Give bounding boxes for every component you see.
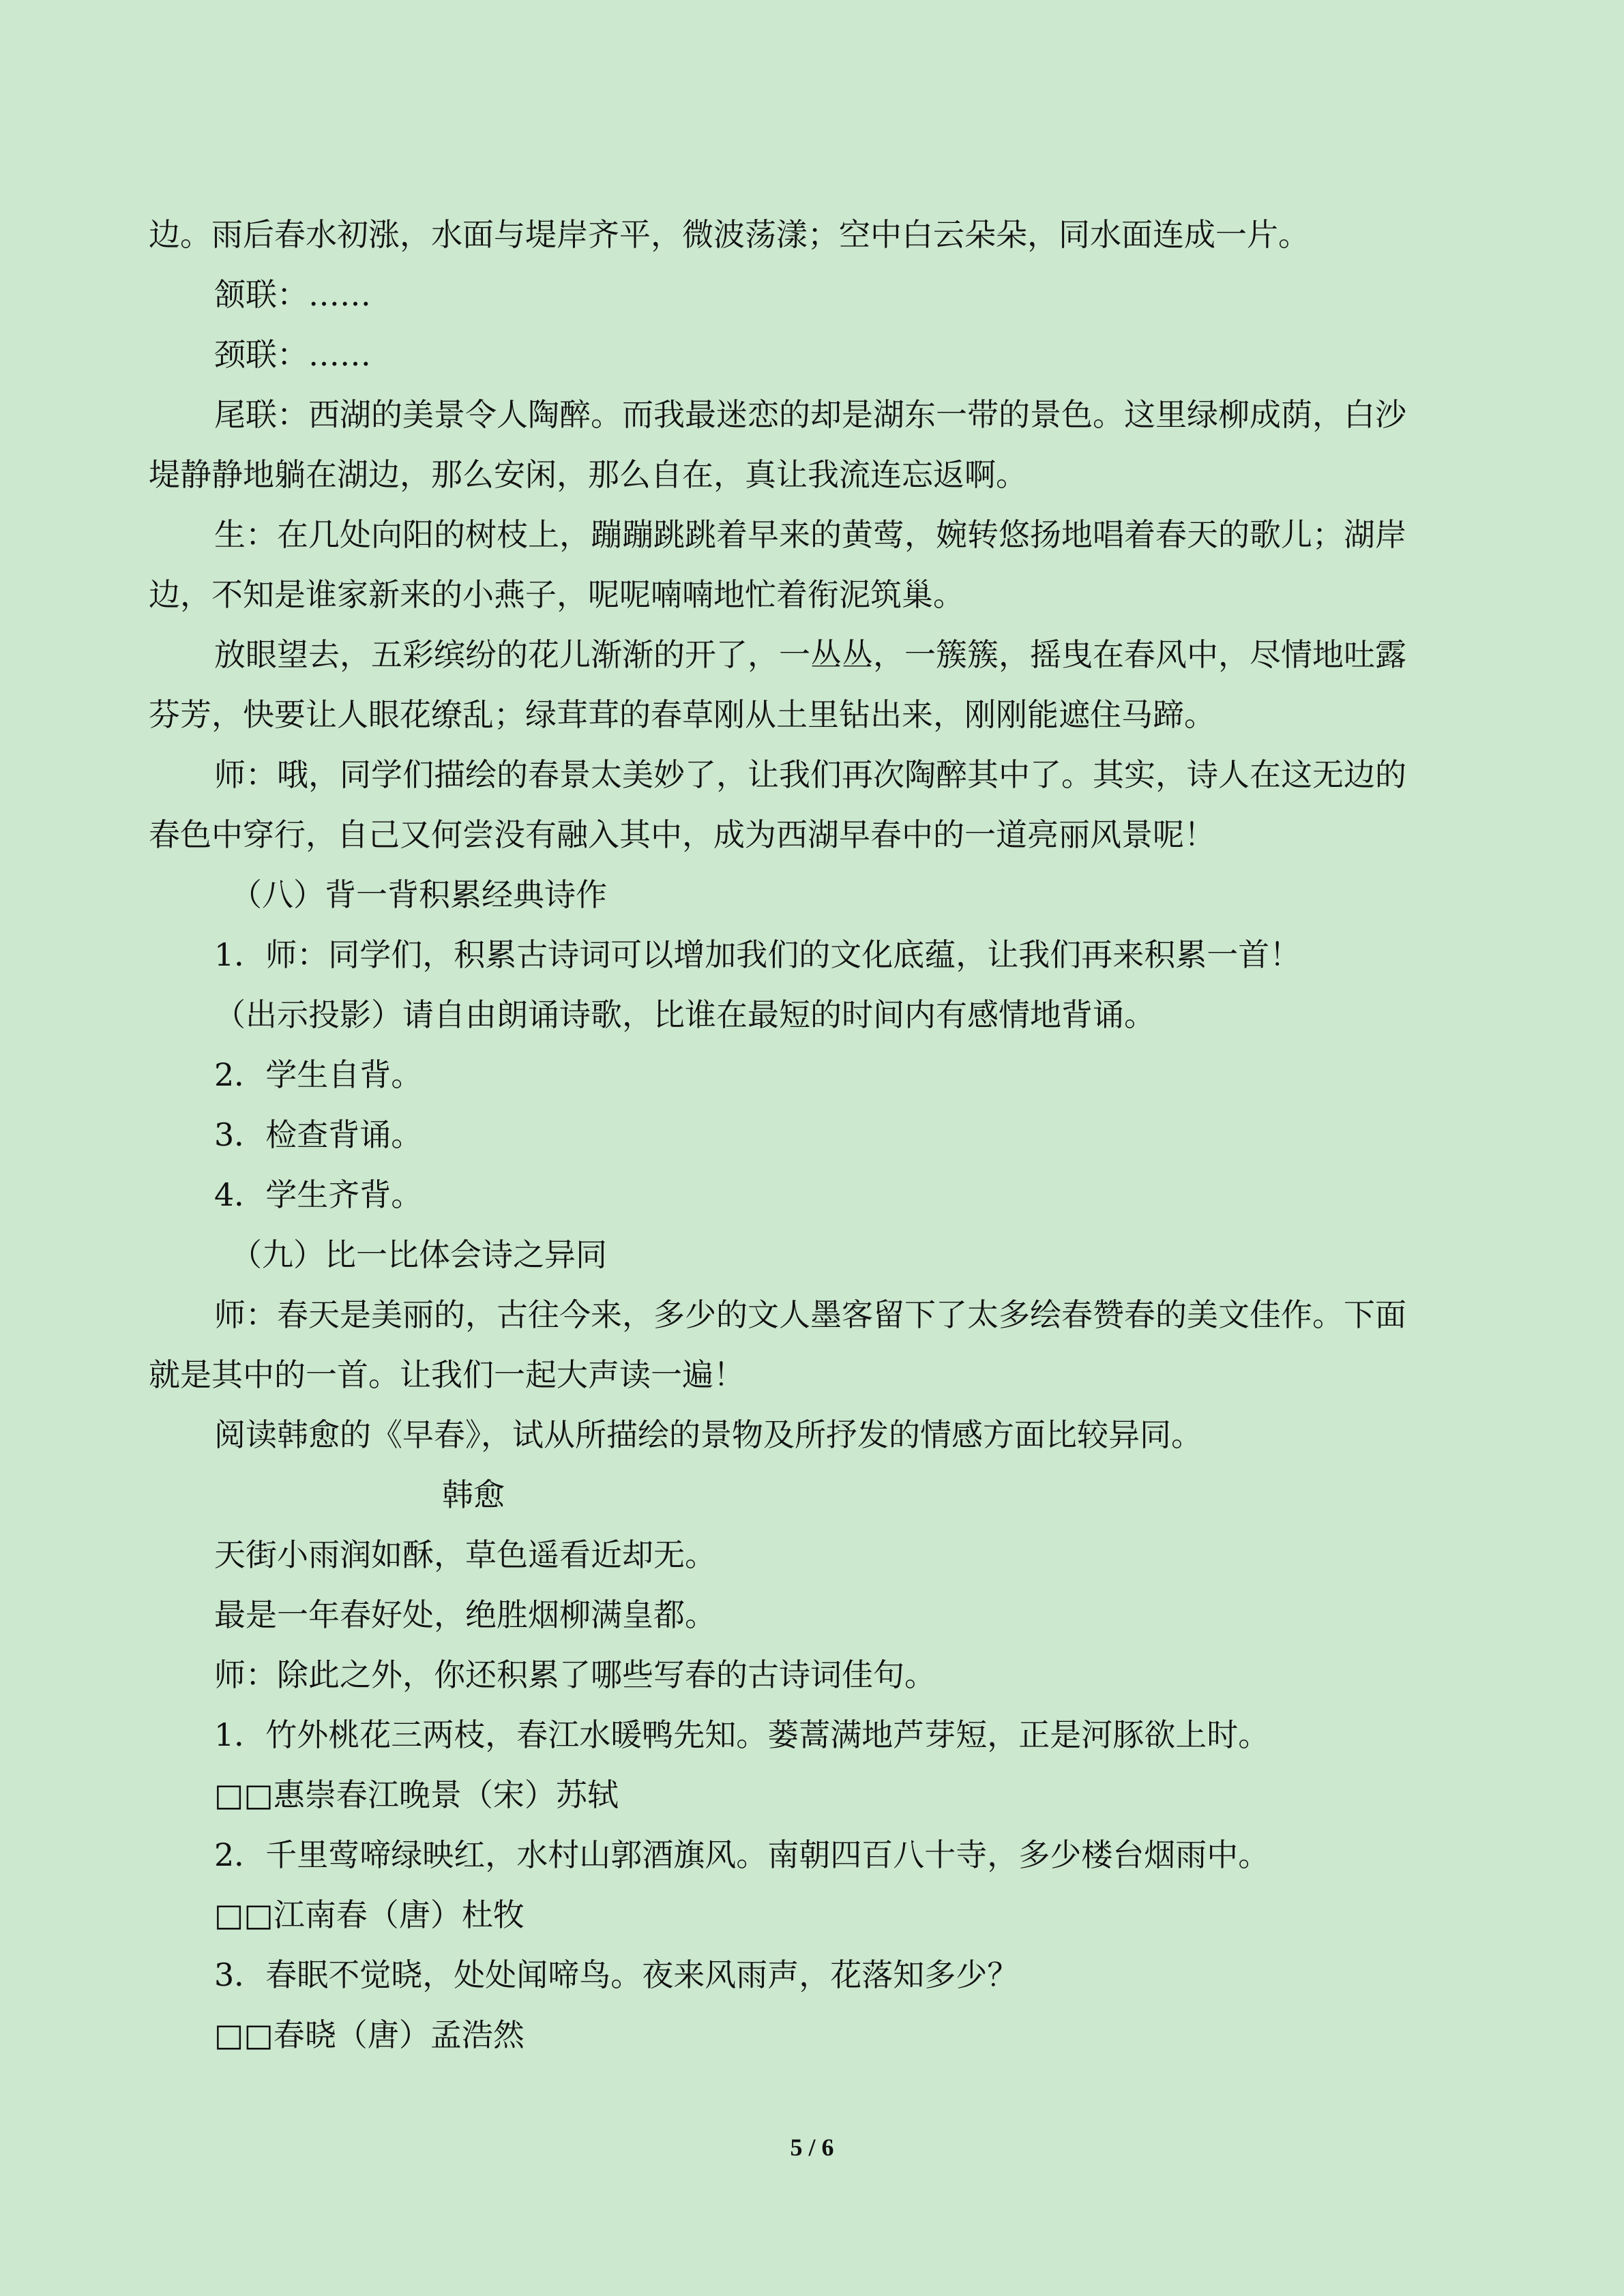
poem-source: □□惠崇春江晚景（宋）苏轼 — [214, 1776, 619, 1813]
section-heading: （八）背一背积累经典诗作 — [231, 876, 607, 913]
paragraph-line: 边。雨后春水初涨，水面与堤岸齐平，微波荡漾；空中白云朵朵，同水面连成一片。 — [149, 216, 1310, 253]
page-number: 5 / 6 — [790, 2134, 834, 2161]
paragraph-line: 师：除此之外，你还积累了哪些写春的古诗词佳句。 — [214, 1656, 936, 1693]
paragraph-line: 堤静静地躺在湖边，那么安闲，那么自在，真让我流连忘返啊。 — [149, 456, 1027, 493]
paragraph-line: 边，不知是谁家新来的小燕子，呢呢喃喃地忙着衔泥筑巢。 — [149, 576, 964, 613]
paragraph-line: 放眼望去，五彩缤纷的花儿渐渐的开了，一丛丛，一簇簇，摇曳在春风中，尽情地吐露 — [214, 636, 1406, 673]
list-item: 3．检查背诵。 — [214, 1116, 423, 1153]
paragraph-line: 阅读韩愈的《早春》，试从所描绘的景物及所抒发的情感方面比较异同。 — [214, 1416, 1202, 1453]
poem-line: 3．春眠不觉晓，处处闻啼鸟。夜来风雨声，花落知多少？ — [214, 1956, 1019, 1993]
paragraph-line: 1．师：同学们，积累古诗词可以增加我们的文化底蕴，让我们再来积累一首！ — [214, 936, 1301, 973]
section-heading: （九）比一比体会诗之异同 — [231, 1236, 607, 1273]
poem-source: □□江南春（唐）杜牧 — [214, 1896, 525, 1933]
poem-source: □□春晓（唐）孟浩然 — [214, 2016, 525, 2053]
paragraph-line: 生：在几处向阳的树枝上，蹦蹦跳跳着早来的黄莺，婉转悠扬地唱着春天的歌儿；湖岸 — [214, 516, 1406, 553]
paragraph-line: （出示投影）请自由朗诵诗歌，比谁在最短的时间内有感情地背诵。 — [214, 996, 1155, 1033]
paragraph-line: 颈联：…… — [214, 336, 371, 373]
paragraph-line: 师：哦，同学们描绘的春景太美妙了，让我们再次陶醉其中了。其实，诗人在这无边的 — [214, 756, 1406, 793]
paragraph-line: 春色中穿行，自己又何尝没有融入其中，成为西湖早春中的一道亮丽风景呢！ — [149, 816, 1215, 853]
paragraph-line: 芬芳，快要让人眼花缭乱；绿茸茸的春草刚从土里钻出来，刚刚能遮住马蹄。 — [149, 696, 1215, 733]
paragraph-line: 就是其中的一首。让我们一起大声读一遍！ — [149, 1356, 745, 1393]
document-body — [149, 205, 1458, 2065]
paragraph-line: 师：春天是美丽的，古往今来，多少的文人墨客留下了太多绘春赞春的美文佳作。下面 — [214, 1296, 1406, 1333]
paragraph-line: 尾联：西湖的美景令人陶醉。而我最迷恋的却是湖东一带的景色。这里绿柳成荫，白沙 — [214, 396, 1406, 433]
poem-line: 2．千里莺啼绿映红，水村山郭酒旗风。南朝四百八十寺，多少楼台烟雨中。 — [214, 1836, 1270, 1873]
poem-line: 天街小雨润如酥，草色遥看近却无。 — [214, 1536, 716, 1573]
poem-author: 韩愈 — [442, 1476, 505, 1513]
list-item: 2．学生自背。 — [214, 1056, 423, 1093]
poem-line: 1．竹外桃花三两枝，春江水暖鸭先知。蒌蒿满地芦芽短，正是河豚欲上时。 — [214, 1716, 1270, 1753]
paragraph-line: 颔联：…… — [214, 276, 371, 313]
list-item: 4．学生齐背。 — [214, 1176, 423, 1213]
poem-line: 最是一年春好处，绝胜烟柳满皇都。 — [214, 1596, 716, 1633]
